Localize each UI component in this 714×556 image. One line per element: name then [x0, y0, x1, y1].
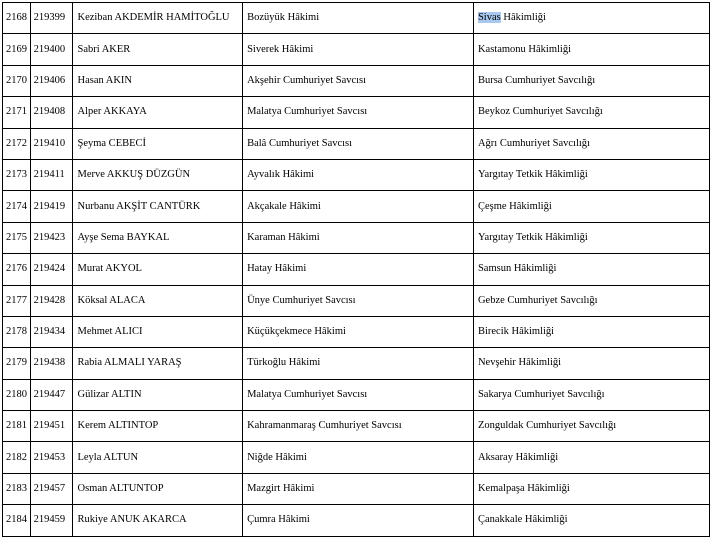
person-name-cell: Sabri AKER — [73, 34, 243, 65]
current-position-cell: Malatya Cumhuriyet Savcısı — [243, 379, 474, 410]
new-assignment-cell — [473, 379, 709, 410]
registry-number-cell: 219408 — [30, 97, 73, 128]
new-assignment-text: Beykoz Cumhuriyet Savcılığı — [477, 106, 603, 118]
new-assignment-text: Hâkimliği — [500, 12, 546, 24]
table-row — [3, 3, 710, 34]
new-assignment-text: Yargıtay Tetkik Hâkimliği — [477, 169, 588, 181]
new-assignment-cell — [473, 34, 709, 65]
person-name-cell: Merve AKKUŞ DÜZGÜN — [73, 159, 243, 190]
current-position-cell: Türkoğlu Hâkimi — [243, 348, 474, 379]
person-name-cell: Leyla ALTUN — [73, 442, 243, 473]
table-row — [3, 442, 710, 473]
registry-number-cell: 219400 — [30, 34, 73, 65]
table-body — [3, 3, 710, 537]
registry-number-cell: 219423 — [30, 222, 73, 253]
current-position-cell: Çumra Hâkimi — [243, 505, 474, 536]
row-number-cell: 2169 — [3, 34, 31, 65]
current-position-cell: Malatya Cumhuriyet Savcısı — [243, 97, 474, 128]
registry-number-cell: 219434 — [30, 316, 73, 347]
registry-number-cell: 219406 — [30, 65, 73, 96]
row-number-cell: 2184 — [3, 505, 31, 536]
table-row — [3, 285, 710, 316]
table-row — [3, 348, 710, 379]
table-row — [3, 379, 710, 410]
table-row — [3, 97, 710, 128]
row-number-cell: 2172 — [3, 128, 31, 159]
new-assignment-text: Sakarya Cumhuriyet Savcılığı — [477, 388, 605, 400]
current-position-cell: Kahramanmaraş Cumhuriyet Savcısı — [243, 411, 474, 442]
row-number-cell: 2168 — [3, 3, 31, 34]
person-name-cell: Şeyma CEBECİ — [73, 128, 243, 159]
table-row — [3, 505, 710, 536]
new-assignment-cell — [473, 473, 709, 504]
new-assignment-text: Gebze Cumhuriyet Savcılığı — [477, 294, 598, 306]
current-position-cell: Balâ Cumhuriyet Savcısı — [243, 128, 474, 159]
table-row — [3, 473, 710, 504]
table-row — [3, 128, 710, 159]
table-row — [3, 191, 710, 222]
new-assignment-cell — [473, 97, 709, 128]
appointment-table — [2, 2, 710, 537]
new-assignment-cell — [473, 128, 709, 159]
current-position-cell: Akçakale Hâkimi — [243, 191, 474, 222]
selected-text-highlight[interactable]: Sivas — [477, 12, 501, 24]
table-row — [3, 411, 710, 442]
current-position-cell: Karaman Hâkimi — [243, 222, 474, 253]
current-position-cell: Ünye Cumhuriyet Savcısı — [243, 285, 474, 316]
current-position-cell: Ayvalık Hâkimi — [243, 159, 474, 190]
new-assignment-cell — [473, 159, 709, 190]
new-assignment-cell — [473, 191, 709, 222]
person-name-cell: Köksal ALACA — [73, 285, 243, 316]
new-assignment-text: Çanakkale Hâkimliği — [477, 514, 568, 526]
current-position-cell: Mazgirt Hâkimi — [243, 473, 474, 504]
new-assignment-text: Bursa Cumhuriyet Savcılığı — [477, 74, 596, 86]
registry-number-cell: 219459 — [30, 505, 73, 536]
new-assignment-text: Kastamonu Hâkimliği — [477, 43, 571, 55]
person-name-cell: Murat AKYOL — [73, 254, 243, 285]
person-name-cell: Rabia ALMALI YARAŞ — [73, 348, 243, 379]
current-position-cell: Bozüyük Hâkimi — [243, 3, 474, 34]
row-number-cell: 2175 — [3, 222, 31, 253]
row-number-cell: 2182 — [3, 442, 31, 473]
registry-number-cell: 219457 — [30, 473, 73, 504]
new-assignment-cell — [473, 505, 709, 536]
registry-number-cell: 219453 — [30, 442, 73, 473]
registry-number-cell: 219410 — [30, 128, 73, 159]
new-assignment-text: Birecik Hâkimliği — [477, 326, 555, 338]
person-name-cell: Kerem ALTINTOP — [73, 411, 243, 442]
person-name-cell: Hasan AKIN — [73, 65, 243, 96]
registry-number-cell: 219419 — [30, 191, 73, 222]
new-assignment-cell — [473, 442, 709, 473]
person-name-cell: Nurbanu AKŞİT CANTÜRK — [73, 191, 243, 222]
new-assignment-cell — [473, 316, 709, 347]
table-row — [3, 254, 710, 285]
new-assignment-cell — [473, 411, 709, 442]
table-row — [3, 159, 710, 190]
new-assignment-cell — [473, 348, 709, 379]
row-number-cell: 2171 — [3, 97, 31, 128]
person-name-cell: Gülizar ALTIN — [73, 379, 243, 410]
current-position-cell: Küçükçekmece Hâkimi — [243, 316, 474, 347]
registry-number-cell: 219451 — [30, 411, 73, 442]
new-assignment-text: Çeşme Hâkimliği — [477, 200, 552, 212]
row-number-cell: 2181 — [3, 411, 31, 442]
registry-number-cell: 219424 — [30, 254, 73, 285]
current-position-cell: Hatay Hâkimi — [243, 254, 474, 285]
current-position-cell: Niğde Hâkimi — [243, 442, 474, 473]
new-assignment-text: Nevşehir Hâkimliği — [477, 357, 562, 369]
row-number-cell: 2179 — [3, 348, 31, 379]
new-assignment-text: Zonguldak Cumhuriyet Savcılığı — [477, 420, 617, 432]
new-assignment-text: Samsun Hâkimliği — [477, 263, 557, 275]
registry-number-cell: 219447 — [30, 379, 73, 410]
registry-number-cell: 219438 — [30, 348, 73, 379]
current-position-cell: Akşehir Cumhuriyet Savcısı — [243, 65, 474, 96]
row-number-cell: 2178 — [3, 316, 31, 347]
registry-number-cell: 219411 — [30, 159, 73, 190]
person-name-cell: Osman ALTUNTOP — [73, 473, 243, 504]
row-number-cell: 2183 — [3, 473, 31, 504]
new-assignment-text: Ağrı Cumhuriyet Savcılığı — [477, 137, 590, 149]
person-name-cell: Keziban AKDEMİR HAMİTOĞLU — [73, 3, 243, 34]
table-row — [3, 222, 710, 253]
table-row — [3, 316, 710, 347]
current-position-cell: Siverek Hâkimi — [243, 34, 474, 65]
new-assignment-cell — [473, 65, 709, 96]
new-assignment-cell — [473, 222, 709, 253]
row-number-cell: 2170 — [3, 65, 31, 96]
row-number-cell: 2174 — [3, 191, 31, 222]
person-name-cell: Alper AKKAYA — [73, 97, 243, 128]
table-row — [3, 65, 710, 96]
new-assignment-cell — [473, 3, 709, 34]
row-number-cell: 2180 — [3, 379, 31, 410]
row-number-cell: 2173 — [3, 159, 31, 190]
person-name-cell: Ayşe Sema BAYKAL — [73, 222, 243, 253]
person-name-cell: Mehmet ALICI — [73, 316, 243, 347]
registry-number-cell: 219428 — [30, 285, 73, 316]
new-assignment-text: Kemalpaşa Hâkimliği — [477, 483, 570, 495]
row-number-cell: 2177 — [3, 285, 31, 316]
new-assignment-text: Aksaray Hâkimliği — [477, 451, 559, 463]
new-assignment-text: Yargıtay Tetkik Hâkimliği — [477, 231, 588, 243]
table-row — [3, 34, 710, 65]
new-assignment-cell — [473, 285, 709, 316]
row-number-cell: 2176 — [3, 254, 31, 285]
registry-number-cell: 219399 — [30, 3, 73, 34]
person-name-cell: Rukiye ANUK AKARCA — [73, 505, 243, 536]
new-assignment-cell — [473, 254, 709, 285]
